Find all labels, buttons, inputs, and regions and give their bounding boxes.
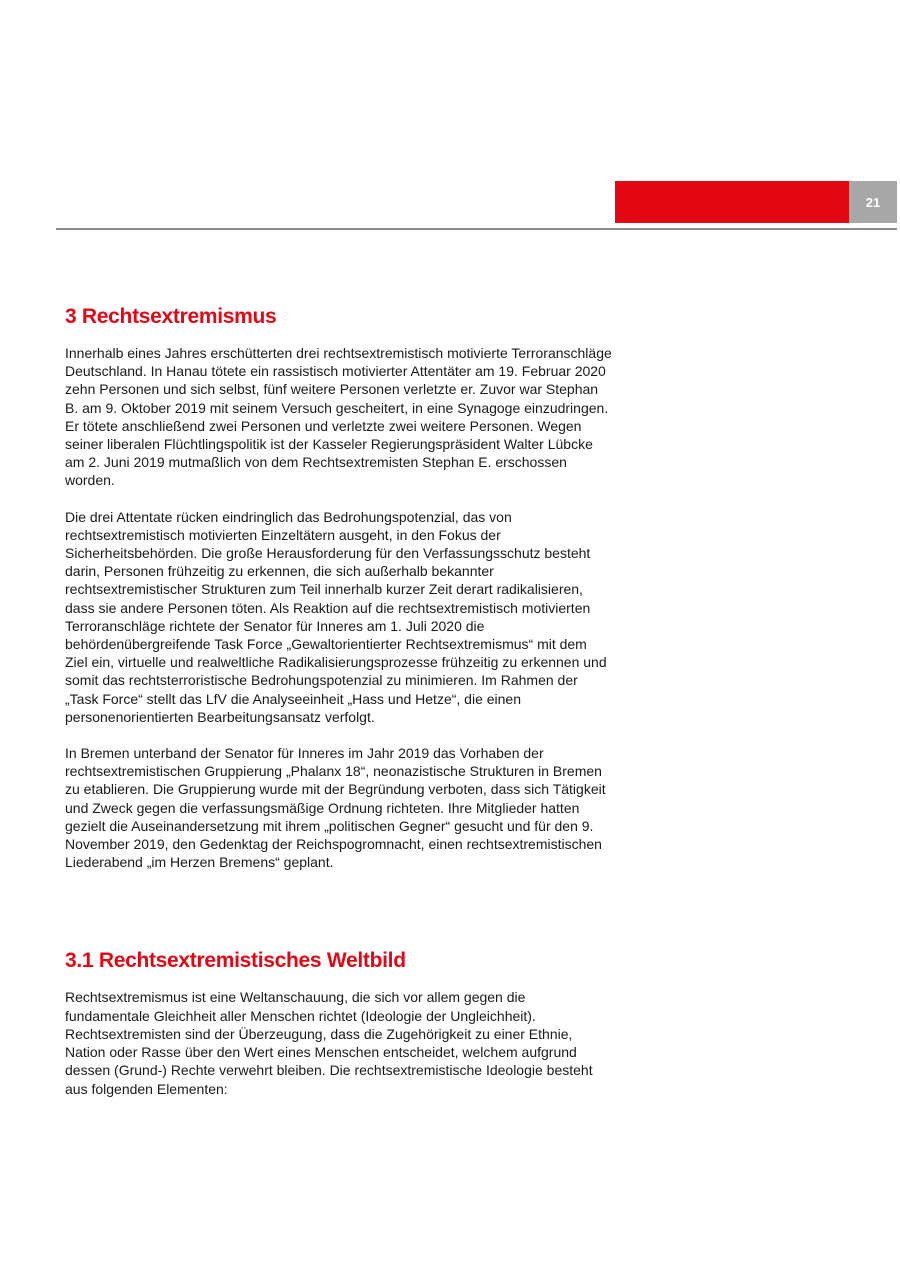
section-title: 3 Rechtsextremismus — [65, 305, 277, 328]
header-divider — [56, 228, 897, 230]
subsection-title: 3.1 Rechtsextremistisches Weltbild — [65, 949, 406, 973]
section-paragraph-2: Die drei Attentate rücken eindringlich das Bedrohungspotenzial, das von rechtsextremistisch motivierten Einzeltätern ausgeht, in den Fokus der Sicherheitsbehörden. Die große Herausforderung für den Verfassungsschutz besteht darin, Personen frühzeitig zu erkennen, die sich außerhalb bekannter rechtsextremistischer Strukturen zum Teil innerhalb kurzer Zeit derart radikalisieren, dass sie andere Personen töten. Als Reaktion auf die rechtsextremistisch motivierten Terroranschläge richtete der Senator für Inneres am 1. Juli 2020 die behördenübergreifende Task Force „Gewaltorientierter Rechtsextremismus“ mit dem Ziel ein, virtuelle und realweltliche Radikalisierungsprozesse frühzeitig zu erkennen und somit das rechtsterroristische Bedrohungspotenzial zu minimieren. Im Rahmen der „Task Force“ stellt das LfV die Analyseeinheit „Hass und Hetze“, die einen personenorientierten Bearbeitungsansatz verfolgt. — [65, 508, 607, 725]
section-paragraph-1: Innerhalb eines Jahres erschütterten drei rechtsextremistisch motivierte Terroranschläge Deutschland. In Hanau tötete ein rassistisch motivierter Attentäter am 19. Februar 2020 zehn Personen und sich selbst, fünf weitere Personen verletzte er. Zuvor war Stephan B. am 9. Oktober 2019 mit seinem Versuch gescheitert, in eine Synagoge einzudringen. Er tötete anschließend zwei Personen und verletzte zwei weitere Personen. Wegen seiner liberalen Flüchtlingspolitik ist der Kasseler Regierungspräsident Walter Lübcke am 2. Juni 2019 mutmaßlich von dem Rechtsextremisten Stephan E. erschossen worden. — [65, 345, 612, 489]
subsection-paragraph-1: Rechtsextremismus ist eine Weltanschauung, die sich vor allem gegen die fundamentale Gleichheit aller Menschen richtet (Ideologie der Ungleichheit). Rechtsextremisten sind der Überzeugung, dass die Zugehörigkeit zu einer Ethnie, Nation oder Rasse über den Wert eines Menschen entscheidet, welchem aufgrund dessen (Grund-) Rechte verwehrt bleiben. Die rechtsextremistische Ideologie besteht aus folgenden Elementen: — [65, 989, 593, 1097]
page-number: 21 — [849, 181, 897, 223]
header-accent-bar — [615, 181, 849, 223]
section-paragraph-3: In Bremen unterband der Senator für Inneres im Jahr 2019 das Vorhaben der rechtsextremistischen Gruppierung „Phalanx 18“, neonazistische Strukturen in Bremen zu etablieren. Die Gruppierung wurde mit der Begründung verboten, dass sich Tätigkeit und Zweck gegen die verfassungsmäßige Ordnung richteten. Ihre Mitglieder hatten gezielt die Auseinandersetzung mit ihrem „politischen Gegner“ gesucht und für den 9. November 2019, den Gedenktag der Reichspogromnacht, einen rechtsextremistischen Liederabend „im Herzen Bremens“ geplant. — [65, 745, 606, 871]
page-content — [65, 305, 613, 1116]
